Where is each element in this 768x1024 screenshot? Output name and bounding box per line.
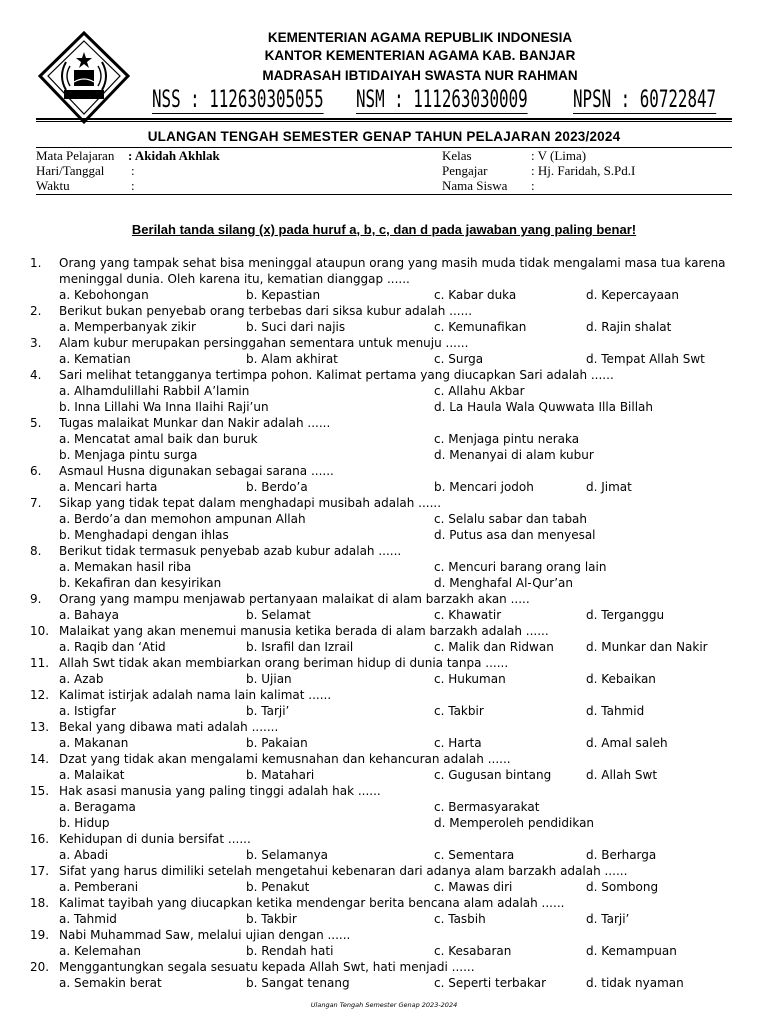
answer-option-c[interactable]: c. Kabar duka: [434, 288, 517, 302]
question-text: Hak asasi manusia yang paling tinggi adalah hak ......: [59, 784, 381, 798]
answer-option-b[interactable]: b. Pakaian: [246, 736, 308, 750]
answer-option-c[interactable]: c. Surga: [434, 352, 484, 366]
answer-option-b[interactable]: b. Selamat: [246, 608, 311, 622]
school-name: MADRASAH IBTIDAIYAH SWASTA NUR RAHMAN: [262, 68, 578, 83]
answer-option-b[interactable]: b. Selamanya: [246, 848, 329, 862]
question-number: 12.: [30, 688, 50, 702]
answer-option-b[interactable]: b. Berdo’a: [246, 480, 308, 494]
answer-option-b[interactable]: b. Takbir: [246, 912, 297, 926]
answer-option-c[interactable]: c. Allahu Akbar: [434, 384, 525, 398]
answer-option-b[interactable]: b. Ujian: [246, 672, 292, 686]
answer-option-b[interactable]: b. Alam akhirat: [246, 352, 338, 366]
meta-subject: Mata Pelajaran : Akidah Akhlak: [36, 148, 220, 163]
question-number: 14.: [30, 752, 50, 766]
answer-option-b[interactable]: b. Israfil dan Izrail: [246, 640, 354, 654]
answer-option-b[interactable]: b. Inna Lillahi Wa Inna Ilaihi Raji’un: [59, 400, 269, 414]
question-number: 11.: [30, 656, 50, 670]
meta-date: Hari/Tanggal :: [36, 163, 135, 178]
question-number: 19.: [30, 928, 50, 942]
question-number: 9.: [30, 592, 42, 606]
answer-option-a[interactable]: a. Semakin berat: [59, 976, 162, 990]
meta-time: Waktu :: [36, 178, 135, 193]
answer-option-a[interactable]: a. Istigfar: [59, 704, 116, 718]
question-text: Nabi Muhammad Saw, melalui ujian dengan ......: [59, 928, 351, 942]
answer-option-c[interactable]: c. Sementara: [434, 848, 515, 862]
answer-option-c[interactable]: c. Bermasyarakat: [434, 800, 540, 814]
answer-option-a[interactable]: a. Azab: [59, 672, 104, 686]
question-text: Berikut bukan penyebab orang terbebas dari siksa kubur adalah ......: [59, 304, 473, 318]
answer-option-c[interactable]: c. Gugusan bintang: [434, 768, 552, 782]
answer-option-d[interactable]: d. Rajin shalat: [586, 320, 672, 334]
question-number: 18.: [30, 896, 50, 910]
question-text: Kehidupan di dunia bersifat ......: [59, 832, 251, 846]
question-number: 5.: [30, 416, 42, 430]
question-text: Kalimat tayibah yang diucapkan ketika mendengar berita bencana alam adalah ......: [59, 896, 565, 910]
answer-option-c[interactable]: c. Takbir: [434, 704, 484, 718]
question-text: Sikap yang tidak tepat dalam menghadapi musibah adalah ......: [59, 496, 442, 510]
question-text: Malaikat yang akan menemui manusia ketika berada di alam barzakh adalah ......: [59, 624, 549, 638]
answer-option-c[interactable]: c. Hukuman: [434, 672, 506, 686]
meta-teacher: Pengajar : Hj. Faridah, S.Pd.I: [442, 163, 636, 178]
answer-option-c[interactable]: c. Kemunafikan: [434, 320, 527, 334]
office-name: KANTOR KEMENTERIAN AGAMA KAB. BANJAR: [264, 48, 576, 63]
question-text: Orang yang tampak sehat bisa meninggal ataupun orang yang masih muda tidak mengalami masa tua karena meninggal dunia. Oleh karena itu, kematian dianggap ......: [59, 256, 726, 286]
question-number: 1.: [30, 256, 42, 270]
answer-option-a[interactable]: a. Kematian: [59, 352, 131, 366]
meta-student-name: Nama Siswa :: [442, 178, 535, 193]
answer-option-c[interactable]: c. Seperti terbakar: [434, 976, 547, 990]
question-number: 2.: [30, 304, 42, 318]
question-number: 10.: [30, 624, 50, 638]
answer-option-d[interactable]: d. Putus asa dan menyesal: [434, 528, 596, 542]
question-number: 16.: [30, 832, 50, 846]
meta-divider: [36, 194, 732, 195]
question-text: Sari melihat tetangganya tertimpa pohon. Kalimat pertama yang diucapkan Sari adalah ......: [59, 368, 614, 382]
answer-option-c[interactable]: c. Menjaga pintu neraka: [434, 432, 580, 446]
answer-option-c[interactable]: c. Malik dan Ridwan: [434, 640, 554, 654]
meta-class: Kelas : V (Lima): [442, 148, 587, 163]
answer-option-b[interactable]: b. Tarji’: [246, 704, 290, 718]
answer-option-b[interactable]: b. Penakut: [246, 880, 310, 894]
question-number: 4.: [30, 368, 42, 382]
question-number: 15.: [30, 784, 50, 798]
question-number: 7.: [30, 496, 42, 510]
nss-number: NSS : 112630305055: [152, 85, 324, 113]
answer-option-b[interactable]: b. Matahari: [246, 768, 315, 782]
answer-option-d[interactable]: d. Jimat: [586, 480, 632, 494]
answer-option-a[interactable]: a. Abadi: [59, 848, 109, 862]
answer-option-d[interactable]: d. Tarji’: [586, 912, 630, 926]
answer-option-a[interactable]: a. Memperbanyak zikir: [59, 320, 196, 334]
answer-option-c[interactable]: c. Mawas diri: [434, 880, 513, 894]
answer-option-a[interactable]: a. Raqib dan ‘Atid: [59, 640, 166, 654]
question-text: Sifat yang harus dimiliki setelah mengetahui kebenaran dari adanya alam barzakh adalah ......: [59, 864, 628, 878]
answer-option-d[interactable]: d. La Haula Wala Quwwata Illa Billah: [434, 400, 654, 414]
question-text: Tugas malaikat Munkar dan Nakir adalah ......: [59, 416, 331, 430]
answer-option-c[interactable]: c. Tasbih: [434, 912, 486, 926]
ministry-name: KEMENTERIAN AGAMA REPUBLIK INDONESIA: [267, 30, 573, 45]
answer-option-c[interactable]: c. Kesabaran: [434, 944, 512, 958]
answer-option-a[interactable]: a. Kebohongan: [59, 288, 149, 302]
question-text: Alam kubur merupakan persinggahan sementara untuk menuju ......: [59, 336, 469, 350]
instruction-text: Berilah tanda silang (x) pada huruf a, b, c, dan d pada jawaban yang paling benar!: [131, 222, 637, 237]
nsm-number: NSM : 111263030009: [356, 85, 528, 113]
answer-option-b[interactable]: b. Suci dari najis: [246, 320, 346, 334]
answer-option-a[interactable]: a. Makanan: [59, 736, 129, 750]
npsn-number: NPSN : 60722847: [573, 85, 717, 113]
answer-option-c[interactable]: c. Selalu sabar dan tabah: [434, 512, 588, 526]
madrasah-logo: [36, 30, 132, 126]
answer-option-b[interactable]: b. Menghadapi dengan ihlas: [59, 528, 229, 542]
answer-option-a[interactable]: a. Malaikat: [59, 768, 125, 782]
question-text: Bekal yang dibawa mati adalah .......: [59, 720, 279, 734]
answer-option-c[interactable]: b. Mencari jodoh: [434, 480, 534, 494]
answer-option-a[interactable]: a. Mencari harta: [59, 480, 158, 494]
answer-option-d[interactable]: d. Sombong: [586, 880, 659, 894]
answer-option-a[interactable]: a. Berdo’a dan memohon ampunan Allah: [59, 512, 306, 526]
answer-option-d[interactable]: d. Menanyai di alam kubur: [434, 448, 594, 462]
answer-option-c[interactable]: c. Khawatir: [434, 608, 502, 622]
question-text: Menggantungkan segala sesuatu kepada Allah Swt, hati menjadi ......: [59, 960, 475, 974]
answer-option-d[interactable]: d. Kebaikan: [586, 672, 656, 686]
answer-option-d[interactable]: d. Tempat Allah Swt: [586, 352, 705, 366]
answer-option-d[interactable]: d. tidak nyaman: [586, 976, 684, 990]
answer-option-d[interactable]: d. Menghafal Al-Qur’an: [434, 576, 573, 590]
answer-option-d[interactable]: d. Memperoleh pendidikan: [434, 816, 595, 830]
answer-option-a[interactable]: a. Beragama: [59, 800, 136, 814]
answer-option-c[interactable]: c. Harta: [434, 736, 482, 750]
question-number: 17.: [30, 864, 50, 878]
answer-option-a[interactable]: a. Pemberani: [59, 880, 139, 894]
answer-option-d[interactable]: d. Tahmid: [586, 704, 645, 718]
question-text: Dzat yang tidak akan mengalami kemusnahan dan kehancuran adalah ......: [59, 752, 511, 766]
answer-option-a[interactable]: a. Memakan hasil riba: [59, 560, 192, 574]
question-number: 13.: [30, 720, 50, 734]
header-divider-thin: [36, 121, 732, 122]
answer-option-a[interactable]: a. Tahmid: [59, 912, 117, 926]
question-text: Asmaul Husna digunakan sebagai sarana ......: [59, 464, 334, 478]
answer-option-b[interactable]: b. Kepastian: [246, 288, 321, 302]
question-text: Allah Swt tidak akan membiarkan orang beriman hidup di dunia tanpa ......: [59, 656, 509, 670]
answer-option-d[interactable]: d. Amal saleh: [586, 736, 668, 750]
answer-option-d[interactable]: d. Allah Swt: [586, 768, 658, 782]
question-text: Orang yang mampu menjawab pertanyaan malaikat di alam barzakh akan .....: [59, 592, 530, 606]
answer-option-b[interactable]: b. Kekafiran dan kesyirikan: [59, 576, 222, 590]
question-number: 8.: [30, 544, 42, 558]
question-text: Berikut tidak termasuk penyebab azab kubur adalah ......: [59, 544, 402, 558]
answer-option-b[interactable]: b. Menjaga pintu surga: [59, 448, 198, 462]
answer-option-d[interactable]: d. Kemampuan: [586, 944, 677, 958]
answer-option-a[interactable]: a. Alhamdulillahi Rabbil A’lamin: [59, 384, 250, 398]
answer-option-b[interactable]: b. Hidup: [59, 816, 110, 830]
answer-option-d[interactable]: d. Kepercayaan: [586, 288, 679, 302]
exam-title: ULANGAN TENGAH SEMESTER GENAP TAHUN PELAJARAN 2023/2024: [147, 129, 621, 144]
answer-option-b[interactable]: b. Sangat tenang: [246, 976, 350, 990]
header-divider: [36, 118, 732, 120]
answer-option-b[interactable]: b. Rendah hati: [246, 944, 334, 958]
answer-option-d[interactable]: d. Berharga: [586, 848, 657, 862]
answer-option-a[interactable]: a. Bahaya: [59, 608, 119, 622]
answer-option-a[interactable]: a. Mencatat amal baik dan buruk: [59, 432, 258, 446]
question-number: 6.: [30, 464, 42, 478]
answer-option-c[interactable]: c. Mencuri barang orang lain: [434, 560, 607, 574]
answer-option-d[interactable]: d. Munkar dan Nakir: [586, 640, 708, 654]
question-number: 3.: [30, 336, 42, 350]
question-number: 20.: [30, 960, 50, 974]
question-text: Kalimat istirjak adalah nama lain kalimat ......: [59, 688, 332, 702]
answer-option-a[interactable]: a. Kelemahan: [59, 944, 141, 958]
page-footer: Ulangan Tengah Semester Genap 2023-2024: [310, 1001, 458, 1009]
answer-option-d[interactable]: d. Terganggu: [586, 608, 665, 622]
